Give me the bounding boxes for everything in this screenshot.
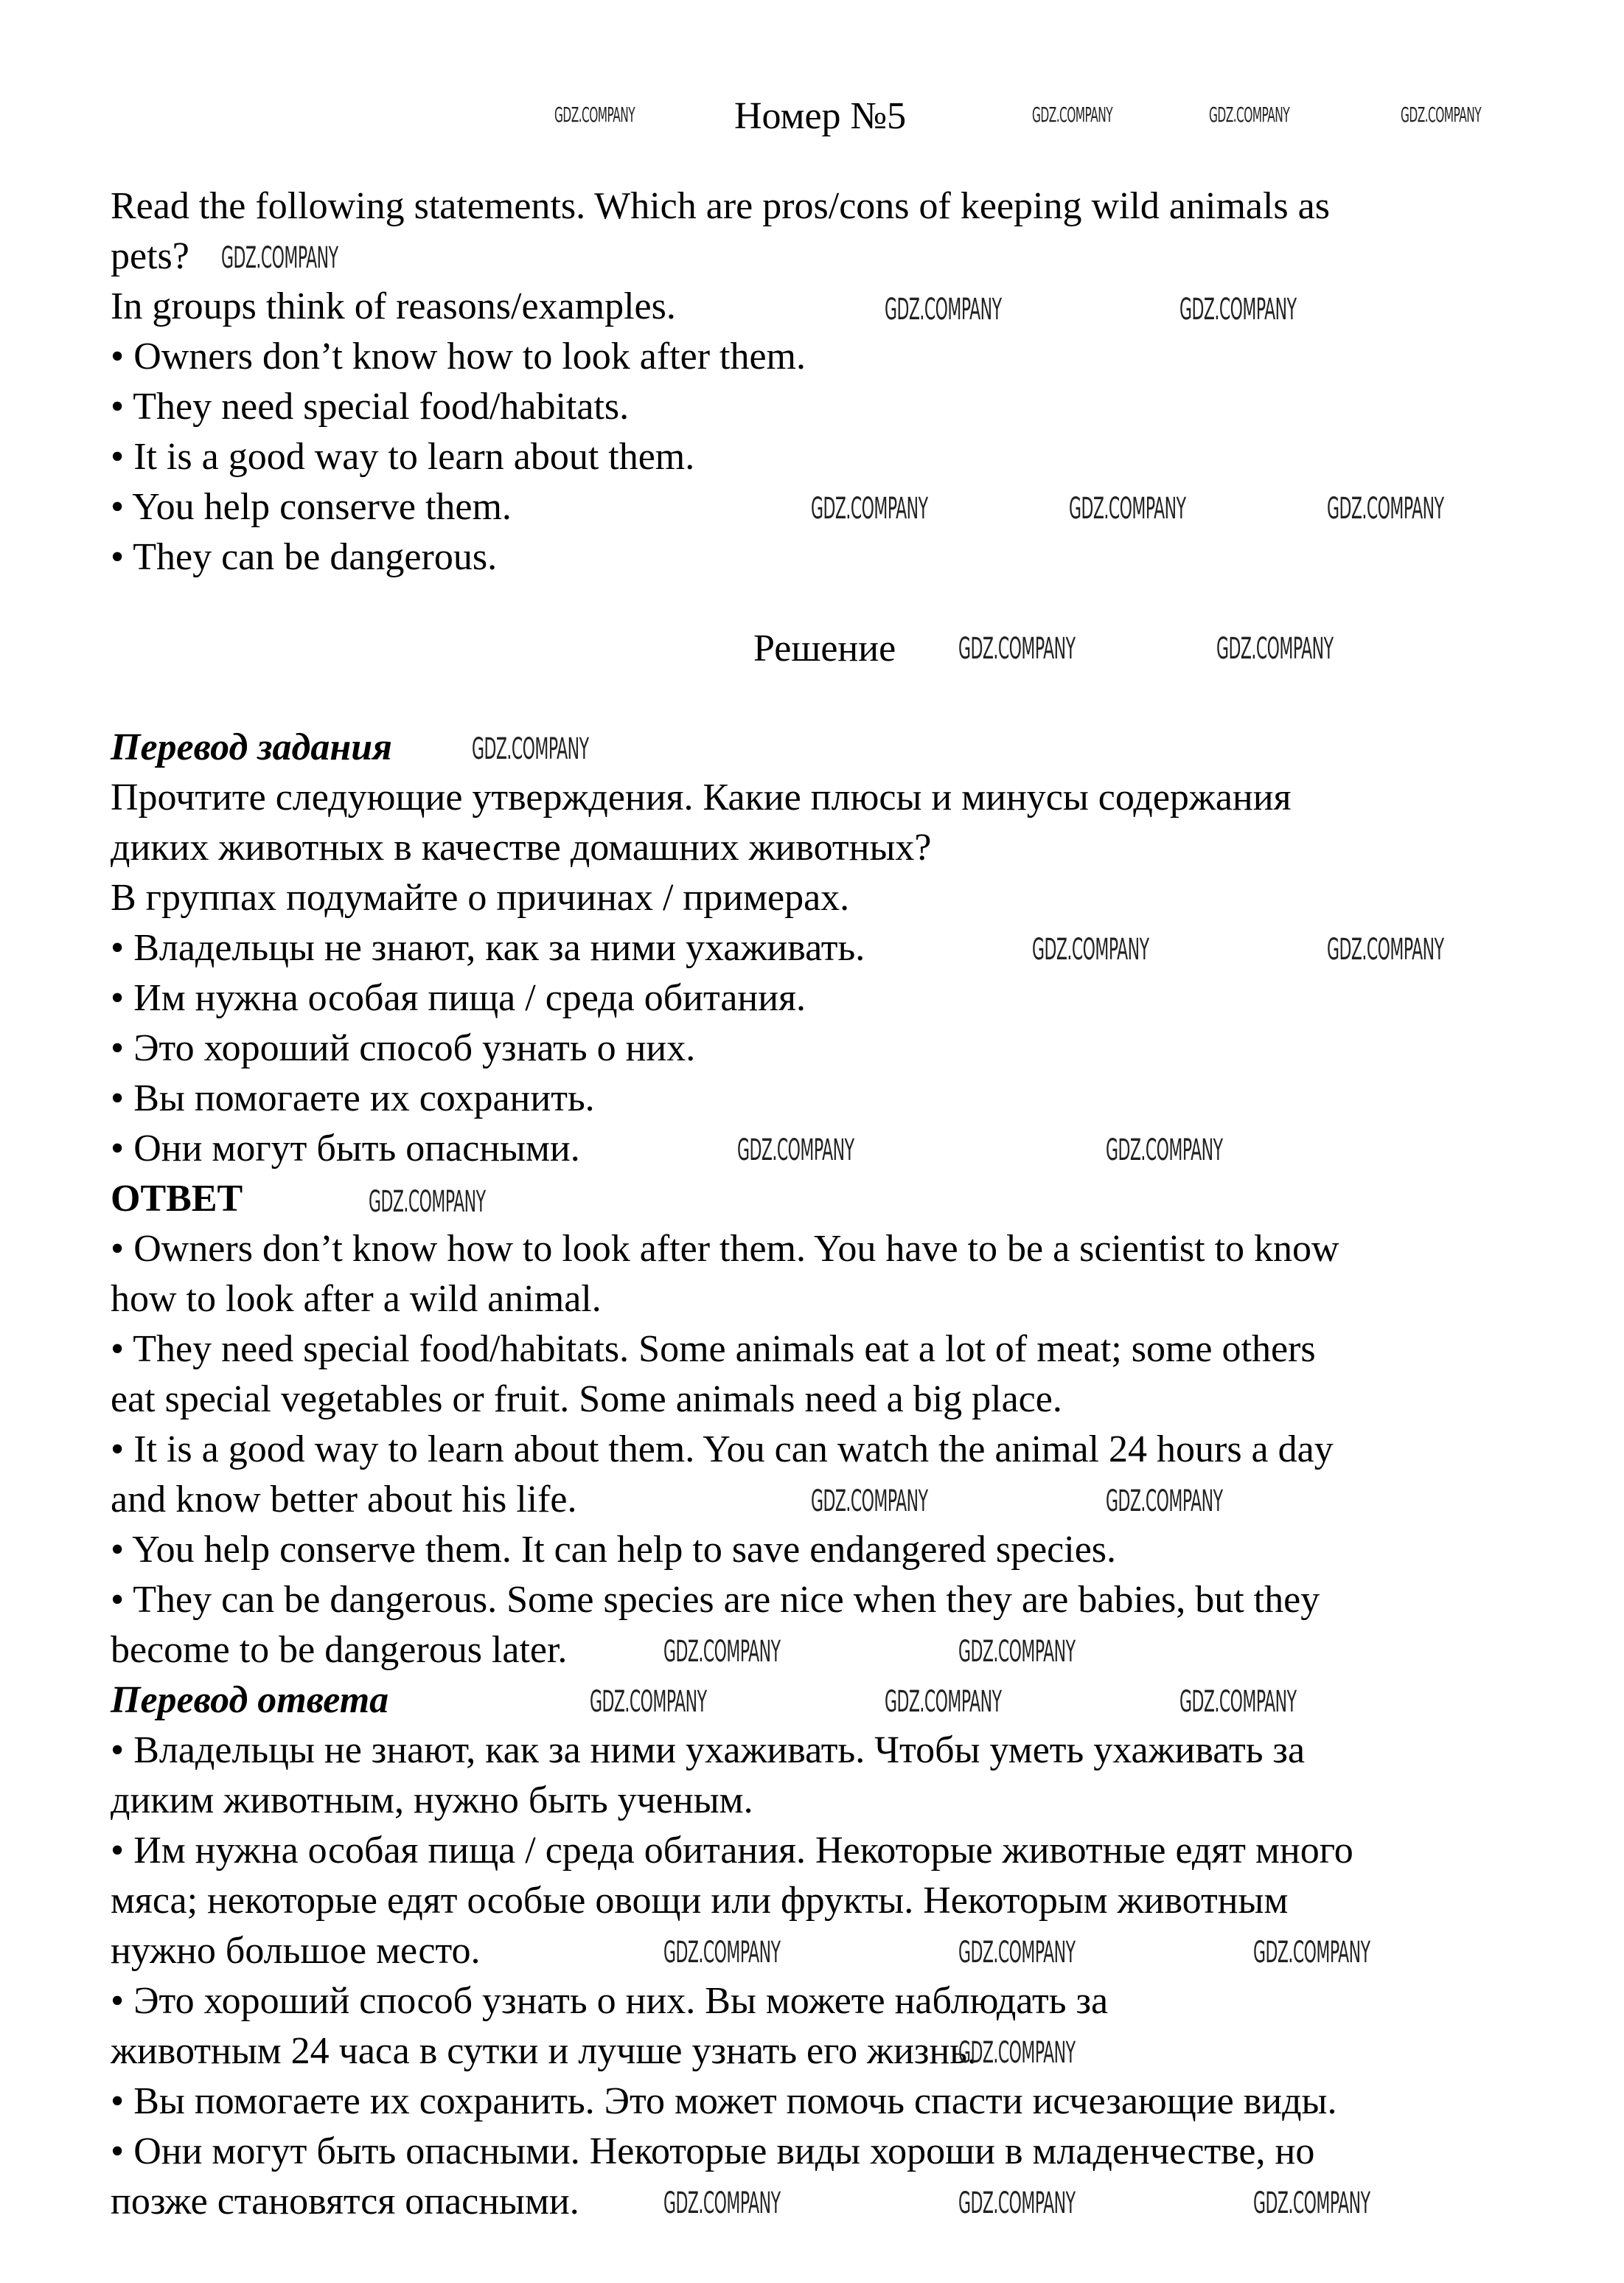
watermark: GDZ.COMPANY <box>958 1936 1076 1970</box>
translation-bullet: • Это хороший способ узнать о них. <box>111 1027 696 1069</box>
task-bullet: • They need special food/habitats. <box>111 386 630 428</box>
answer-line: eat special vegetables or fruit. Some animals need a big place. <box>111 1378 1062 1420</box>
translation-bullet: • Они могут быть опасными. <box>111 1127 580 1170</box>
task-bullet: • It is a good way to learn about them. <box>111 436 695 478</box>
task-line: pets? <box>111 235 189 277</box>
watermark: GDZ.COMPANY <box>1327 933 1444 967</box>
watermark: GDZ.COMPANY <box>1253 1936 1370 1970</box>
watermark: GDZ.COMPANY <box>1106 1484 1223 1518</box>
watermark: GDZ.COMPANY <box>663 1936 781 1970</box>
watermark: GDZ.COMPANY <box>1209 102 1290 127</box>
answer-line: how to look after a wild animal. <box>111 1278 602 1320</box>
watermark: GDZ.COMPANY <box>811 1484 928 1518</box>
watermark: GDZ.COMPANY <box>1253 2186 1370 2220</box>
answer-translation-line: • Вы помогаете их сохранить. Это может помочь спасти исчезающие виды. <box>111 2080 1337 2122</box>
task-translation-heading: Перевод задания <box>111 726 392 768</box>
watermark: GDZ.COMPANY <box>472 732 589 766</box>
solution-heading: Решение <box>753 628 896 670</box>
watermark: GDZ.COMPANY <box>1069 492 1186 526</box>
answer-line: • Owners don’t know how to look after them. You have to be a scientist to know <box>111 1228 1339 1270</box>
task-line: Read the following statements. Which are pros/cons of keeping wild animals as <box>111 185 1330 227</box>
watermark: GDZ.COMPANY <box>1401 102 1482 127</box>
answer-translation-line: • Им нужна особая пища / среда обитания. Некоторые животные едят много <box>111 1829 1353 1872</box>
watermark: GDZ.COMPANY <box>554 102 635 127</box>
answer-translation-line: • Владельцы не знают, как за ними ухаживать. Чтобы уметь ухаживать за <box>111 1729 1306 1771</box>
watermark: GDZ.COMPANY <box>811 492 928 526</box>
answer-translation-line: нужно большое место. <box>111 1930 481 1972</box>
watermark: GDZ.COMPANY <box>1327 492 1444 526</box>
answer-translation-line: • Они могут быть опасными. Некоторые виды хороши в младенчестве, но <box>111 2130 1315 2172</box>
translation-line: В группах подумайте о причинах / примерах. <box>111 877 850 919</box>
task-bullet: • They can be dangerous. <box>111 536 498 578</box>
watermark: GDZ.COMPANY <box>885 1685 1002 1719</box>
translation-line: Прочтите следующие утверждения. Какие плюсы и минусы содержания <box>111 776 1292 819</box>
watermark: GDZ.COMPANY <box>1032 102 1113 127</box>
answer-translation-line: позже становятся опасными. <box>111 2181 579 2223</box>
task-bullet: • You help conserve them. <box>111 486 512 528</box>
watermark: GDZ.COMPANY <box>958 1635 1076 1669</box>
watermark: GDZ.COMPANY <box>1032 933 1149 967</box>
watermark: GDZ.COMPANY <box>663 2186 781 2220</box>
watermark: GDZ.COMPANY <box>885 293 1002 327</box>
answer-line: and know better about his life. <box>111 1478 577 1521</box>
translation-bullet: • Вы помогаете их сохранить. <box>111 1077 595 1119</box>
answer-translation-heading: Перевод ответа <box>111 1679 389 1721</box>
translation-bullet: • Владельцы не знают, как за ними ухаживать. <box>111 927 865 969</box>
answer-line: become to be dangerous later. <box>111 1629 568 1671</box>
answer-line: • You help conserve them. It can help to save endangered species. <box>111 1529 1117 1571</box>
answer-heading: ОТВЕТ <box>111 1178 243 1220</box>
watermark: GDZ.COMPANY <box>221 241 338 275</box>
watermark: GDZ.COMPANY <box>958 632 1076 666</box>
answer-line: • They can be dangerous. Some species are nice when they are babies, but they <box>111 1579 1320 1621</box>
watermark: GDZ.COMPANY <box>1179 1685 1297 1719</box>
answer-translation-line: животным 24 часа в сутки и лучше узнать его жизнь. <box>111 2030 977 2072</box>
page-title: Номер №5 <box>734 95 907 137</box>
task-bullet: • Owners don’t know how to look after them. <box>111 336 806 378</box>
answer-translation-line: диким животным, нужно быть ученым. <box>111 1779 753 1821</box>
watermark: GDZ.COMPANY <box>737 1133 854 1167</box>
watermark: GDZ.COMPANY <box>1179 293 1297 327</box>
translation-bullet: • Им нужна особая пища / среда обитания. <box>111 977 806 1019</box>
watermark: GDZ.COMPANY <box>958 2036 1076 2070</box>
watermark: GDZ.COMPANY <box>1106 1133 1223 1167</box>
task-line: In groups think of reasons/examples. <box>111 285 676 327</box>
answer-translation-line: мяса; некоторые едят особые овощи или фрукты. Некоторым животным <box>111 1880 1289 1922</box>
watermark: GDZ.COMPANY <box>369 1185 486 1219</box>
watermark: GDZ.COMPANY <box>663 1635 781 1669</box>
answer-line: • They need special food/habitats. Some animals eat a lot of meat; some others <box>111 1328 1316 1370</box>
watermark: GDZ.COMPANY <box>1216 632 1334 666</box>
watermark: GDZ.COMPANY <box>590 1685 707 1719</box>
translation-line: диких животных в качестве домашних животных? <box>111 827 932 869</box>
answer-line: • It is a good way to learn about them. You can watch the animal 24 hours a day <box>111 1428 1334 1470</box>
watermark: GDZ.COMPANY <box>958 2186 1076 2220</box>
answer-translation-line: • Это хороший способ узнать о них. Вы можете наблюдать за <box>111 1980 1109 2022</box>
